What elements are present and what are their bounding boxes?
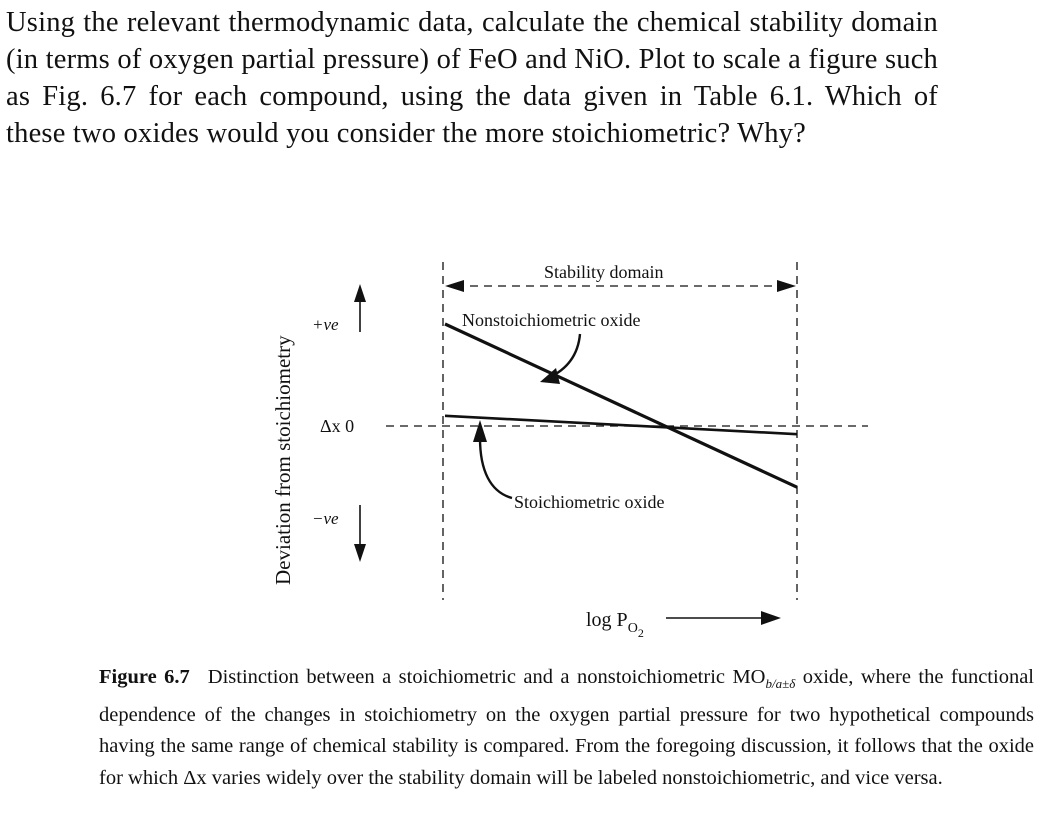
- y-negative-label: −ve: [312, 509, 339, 528]
- x-axis-label-main: log P: [586, 609, 628, 631]
- caption-text-start: Distinction between a stoichiometric and a nonstoichiometric MO: [207, 666, 766, 688]
- y-axis-arrow: [354, 284, 366, 562]
- stability-domain-label: Stability domain: [544, 262, 664, 282]
- problem-text: Using the relevant thermodynamic data, calculate the chemical stability domain (in terms of oxygen partial pressure) of FeO and NiO. Plot to scale a figure such as Fig. 6.7 for each compound, using the data given in Table 6.1. Which of these two oxides would you consider the more stoichiometric? Why?: [6, 7, 938, 149]
- caption-subscript: b/a±δ: [765, 676, 796, 691]
- x-axis-label-sub: O: [627, 621, 638, 636]
- x-axis-label: [586, 609, 644, 640]
- nonstoichiometric-label: Nonstoichiometric oxide: [462, 310, 641, 330]
- series-line-stoichiometric: [445, 416, 797, 434]
- caption-figure-label: Figure 6.7: [99, 666, 190, 688]
- y-positive-label: +ve: [312, 315, 339, 334]
- x-axis-arrow: [666, 611, 781, 625]
- stoichiometric-pointer: [473, 420, 512, 498]
- caption-text-end: oxide, where the functional dependence of the changes in stoichiometry on the oxygen partial pressure for two hypothetical compounds having the same range of chemical stability is compared. From the foregoing discussion, it follows that the oxide for which Δx varies widely over the stability domain will be labeled nonstoichiometric, and vice versa.: [99, 666, 1034, 789]
- figure-caption: [99, 662, 1034, 794]
- y-axis-label: Deviation from stoichiometry: [271, 335, 295, 585]
- x-axis-label-subsub: 2: [637, 626, 644, 640]
- y-zero-label: Δx 0: [320, 416, 355, 436]
- stoichiometric-label: Stoichiometric oxide: [514, 492, 665, 512]
- series-line-nonstoichiometric: [445, 324, 797, 487]
